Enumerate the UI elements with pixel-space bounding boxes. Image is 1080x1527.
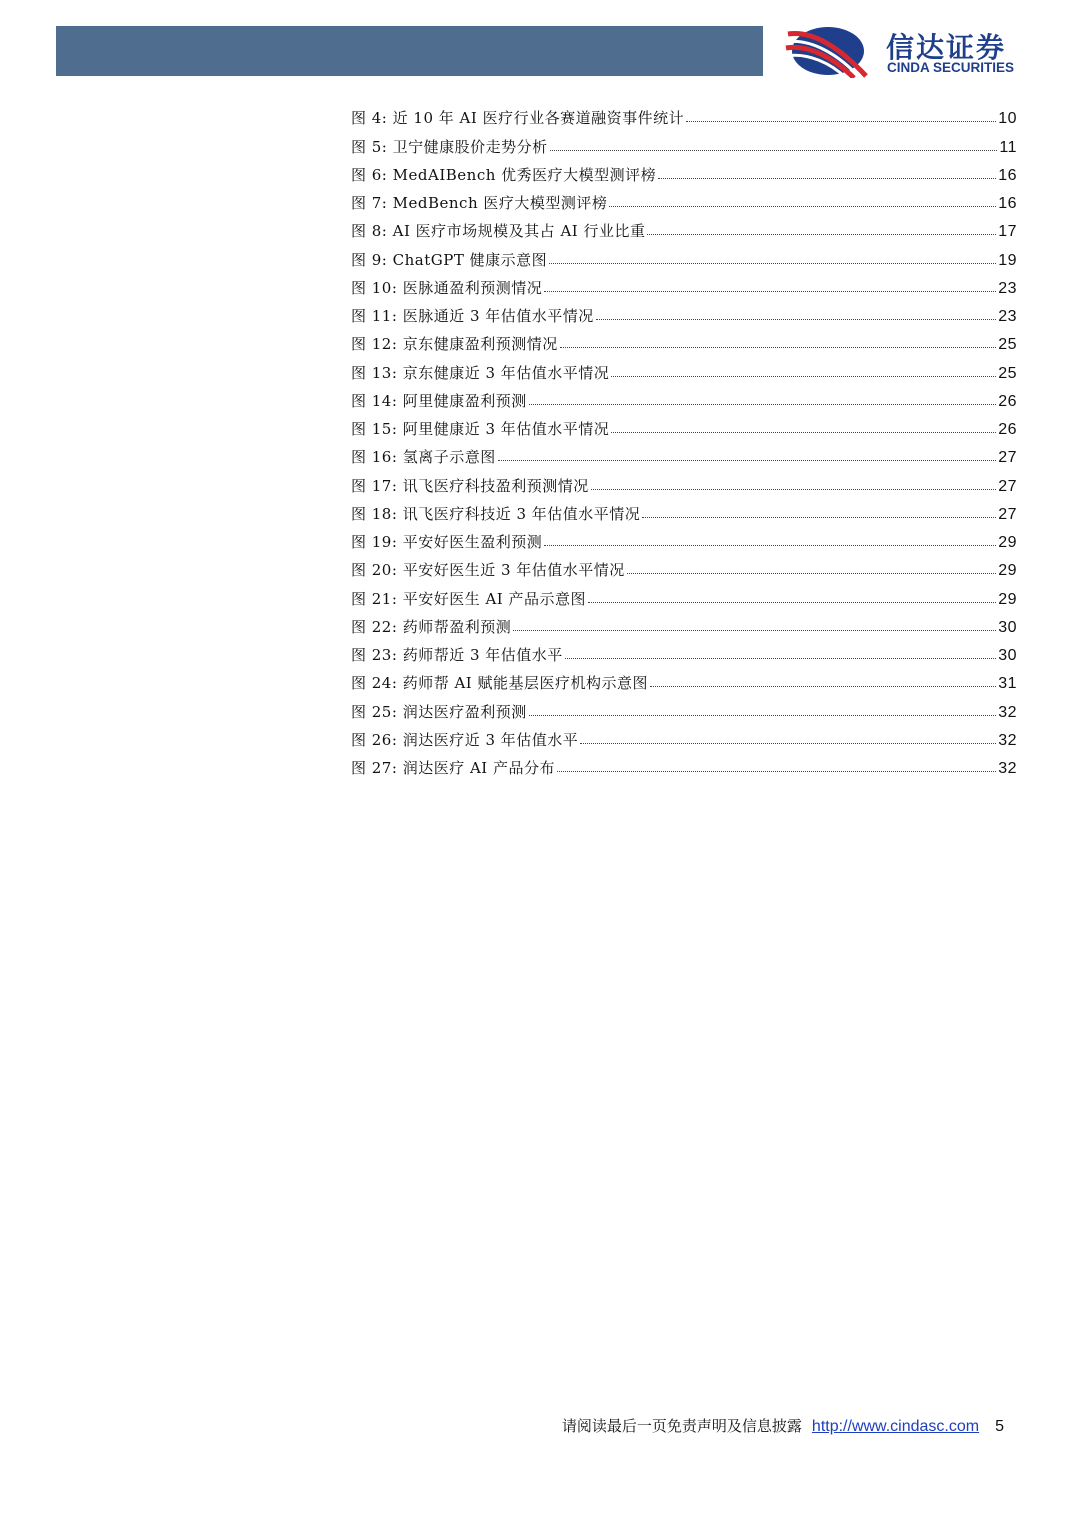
toc-entry-title [351,418,609,439]
toc-entry-label: 图 25: [351,702,398,721]
toc-entry-page: 19 [998,251,1017,269]
toc-entry-text: AI 医疗市场规模及其占 AI 行业比重 [392,222,646,241]
toc-entry-page: 30 [998,618,1017,636]
toc-entry-title [351,616,511,637]
toc-entry-text: 医脉通近 3 年估值水平情况 [402,307,594,325]
toc-entry-text: 平安好医生近 3 年估值水平情况 [402,561,625,580]
toc-dot-leader [557,771,996,772]
toc-entry-title [351,672,648,693]
toc-entry[interactable] [351,524,1017,552]
toc-dot-leader [588,602,996,603]
toc-entry-label: 图 4: [351,109,388,128]
toc-entry-label: 图 16: [351,448,398,467]
toc-dot-leader [529,404,996,405]
toc-entry-label: 图 21: [351,589,398,608]
toc-entry-page: 16 [998,166,1017,184]
page-footer [562,1415,1004,1436]
toc-entry[interactable] [351,157,1017,185]
toc-entry-text: 近 10 年 AI 医疗行业各赛道融资事件统计 [392,109,685,128]
toc-entry-text: 润达医疗近 3 年估值水平 [402,730,579,749]
toc-entry-label: 图 15: [351,420,398,438]
toc-entry-title [351,503,640,524]
logo-english-text: CINDA SECURITIES [887,60,1015,75]
footer-website-link[interactable]: http://www.cindasc.com [811,1418,980,1435]
toc-entry-label: 图 22: [351,617,398,636]
toc-entry-title [351,220,645,241]
toc-entry-title [351,136,548,157]
toc-entry-page: 27 [998,449,1017,467]
toc-entry[interactable] [351,637,1017,665]
toc-entry-label: 图 7: [351,194,388,212]
toc-entry-title [351,559,625,580]
header-bar [56,26,763,76]
logo-chinese-text: 信达证券 [886,31,1007,64]
toc-dot-leader [658,178,996,179]
toc-dot-leader [550,150,998,151]
toc-entry-title [351,757,555,778]
toc-entry-page: 26 [998,392,1017,410]
toc-entry-page: 26 [998,421,1017,438]
cinda-logo [784,24,1044,80]
toc-dot-leader [609,206,996,207]
toc-entry-text: 氢离子示意图 [402,448,496,467]
toc-entry-page: 23 [998,279,1017,297]
toc-entry-page: 31 [998,675,1017,693]
toc-entry-text: 京东健康盈利预测情况 [402,335,558,354]
toc-entry-text: 阿里健康近 3 年估值水平情况 [402,420,610,438]
toc-entry-text: 阿里健康盈利预测 [402,391,527,410]
toc-entry-title [351,107,684,128]
toc-entry[interactable] [351,609,1017,637]
toc-entry-title [351,475,589,496]
toc-entry[interactable] [351,722,1017,750]
toc-dot-leader [513,630,996,631]
toc-entry-text: 药师帮 AI 赋能基层医疗机构示意图 [402,674,648,693]
toc-entry[interactable] [351,496,1017,524]
toc-dot-leader [647,234,996,235]
toc-entry[interactable] [351,580,1017,608]
toc-entry-title [351,701,527,722]
toc-entry[interactable] [351,270,1017,298]
toc-entry-label: 图 27: [351,759,398,777]
toc-dot-leader [529,715,996,716]
toc-dot-leader [686,121,996,122]
toc-entry-page: 29 [998,590,1017,608]
toc-dot-leader [580,743,996,744]
toc-entry-title [351,729,578,750]
toc-entry-page: 25 [998,336,1017,354]
toc-entry-page: 32 [998,731,1017,749]
toc-entry-label: 图 17: [351,476,398,495]
toc-entry-page: 29 [998,562,1017,580]
toc-entry[interactable] [351,354,1017,382]
toc-entry[interactable] [351,241,1017,269]
toc-dot-leader [565,658,996,659]
page-number: 5 [995,1418,1004,1435]
toc-entry-text: 润达医疗盈利预测 [402,702,527,721]
toc-entry-label: 图 6: [351,165,388,184]
cinda-logo-mark-icon [784,24,868,78]
toc-entry-title [351,531,542,552]
toc-entry-page: 27 [998,477,1017,495]
toc-entry-label: 图 10: [351,278,398,297]
toc-entry-text: 药师帮盈利预测 [402,617,512,636]
toc-entry-label: 图 13: [351,363,398,382]
toc-entry-title [351,333,558,354]
toc-entry-label: 图 20: [351,561,398,580]
footer-disclaimer: 请阅读最后一页免责声明及信息披露 [561,1417,802,1435]
toc-entry-text: 京东健康近 3 年估值水平情况 [402,363,610,382]
toc-entry-label: 图 11: [351,307,398,325]
toc-entry[interactable] [351,128,1017,156]
toc-entry-label: 图 9: [351,250,388,269]
toc-entry-text: 平安好医生 AI 产品示意图 [402,589,586,608]
toc-entry[interactable] [351,552,1017,580]
toc-entry[interactable] [351,693,1017,721]
toc-entry-page: 30 [998,647,1017,664]
toc-entry-title [351,277,542,298]
toc-entry-title [351,164,656,185]
toc-entry-text: 润达医疗 AI 产品分布 [402,759,555,777]
toc-dot-leader [642,517,996,518]
toc-entry-title [351,644,563,665]
toc-entry[interactable] [351,213,1017,241]
toc-entry[interactable] [351,439,1017,467]
toc-entry-title [351,446,496,467]
toc-entry-page: 25 [998,364,1017,382]
toc-dot-leader [544,545,996,546]
toc-entry-text: 讯飞医疗科技盈利预测情况 [402,476,589,495]
toc-dot-leader [596,319,996,320]
toc-entry-title [351,192,607,213]
toc-entry-page: 11 [999,138,1017,156]
toc-entry-text: 卫宁健康股价走势分析 [392,137,548,156]
toc-entry-text: MedBench 医疗大模型测评榜 [392,194,608,212]
toc-entry-text: 药师帮近 3 年估值水平 [402,646,563,664]
toc-dot-leader [498,460,996,461]
toc-entry[interactable] [351,411,1017,439]
toc-entry-title [351,390,527,411]
toc-entry-label: 图 12: [351,335,398,354]
toc-entry[interactable] [351,298,1017,326]
toc-entry-label: 图 19: [351,533,398,551]
toc-entry-text: 讯飞医疗科技近 3 年估值水平情况 [402,504,641,523]
toc-entry-page: 16 [998,195,1017,212]
toc-entry-page: 17 [998,223,1017,241]
toc-entry-text: MedAIBench 优秀医疗大模型测评榜 [392,165,657,184]
toc-entry-label: 图 26: [351,730,398,749]
toc-entry-title [351,588,586,609]
toc-dot-leader [560,347,996,348]
toc-entry-page: 23 [998,308,1017,325]
toc-entry-page: 10 [998,110,1017,128]
toc-entry-page: 27 [998,505,1017,523]
toc-entry-text: 平安好医生盈利预测 [402,533,543,551]
figure-list [351,100,1017,778]
toc-dot-leader [627,573,996,574]
toc-entry-label: 图 5: [351,137,388,156]
toc-entry-page: 32 [998,703,1017,721]
toc-entry[interactable] [351,326,1017,354]
toc-entry[interactable] [351,185,1017,213]
toc-entry-page: 32 [998,760,1017,777]
toc-dot-leader [549,263,996,264]
toc-entry-title [351,362,609,383]
toc-dot-leader [650,686,996,687]
toc-entry[interactable] [351,383,1017,411]
toc-entry[interactable] [351,100,1017,128]
toc-dot-leader [544,291,996,292]
toc-dot-leader [611,376,996,377]
toc-entry-text: ChatGPT 健康示意图 [392,250,548,269]
toc-entry[interactable] [351,750,1017,778]
toc-entry-page: 29 [998,534,1017,551]
toc-entry-label: 图 18: [351,504,398,523]
toc-entry[interactable] [351,665,1017,693]
toc-entry-title [351,305,594,326]
toc-entry-label: 图 23: [351,646,398,664]
toc-entry-label: 图 14: [351,391,398,410]
toc-entry-label: 图 8: [351,222,388,241]
toc-entry-label: 图 24: [351,674,398,693]
toc-dot-leader [611,432,996,433]
toc-entry-title [351,249,547,270]
toc-entry-text: 医脉通盈利预测情况 [402,278,543,297]
toc-dot-leader [591,489,996,490]
toc-entry[interactable] [351,467,1017,495]
